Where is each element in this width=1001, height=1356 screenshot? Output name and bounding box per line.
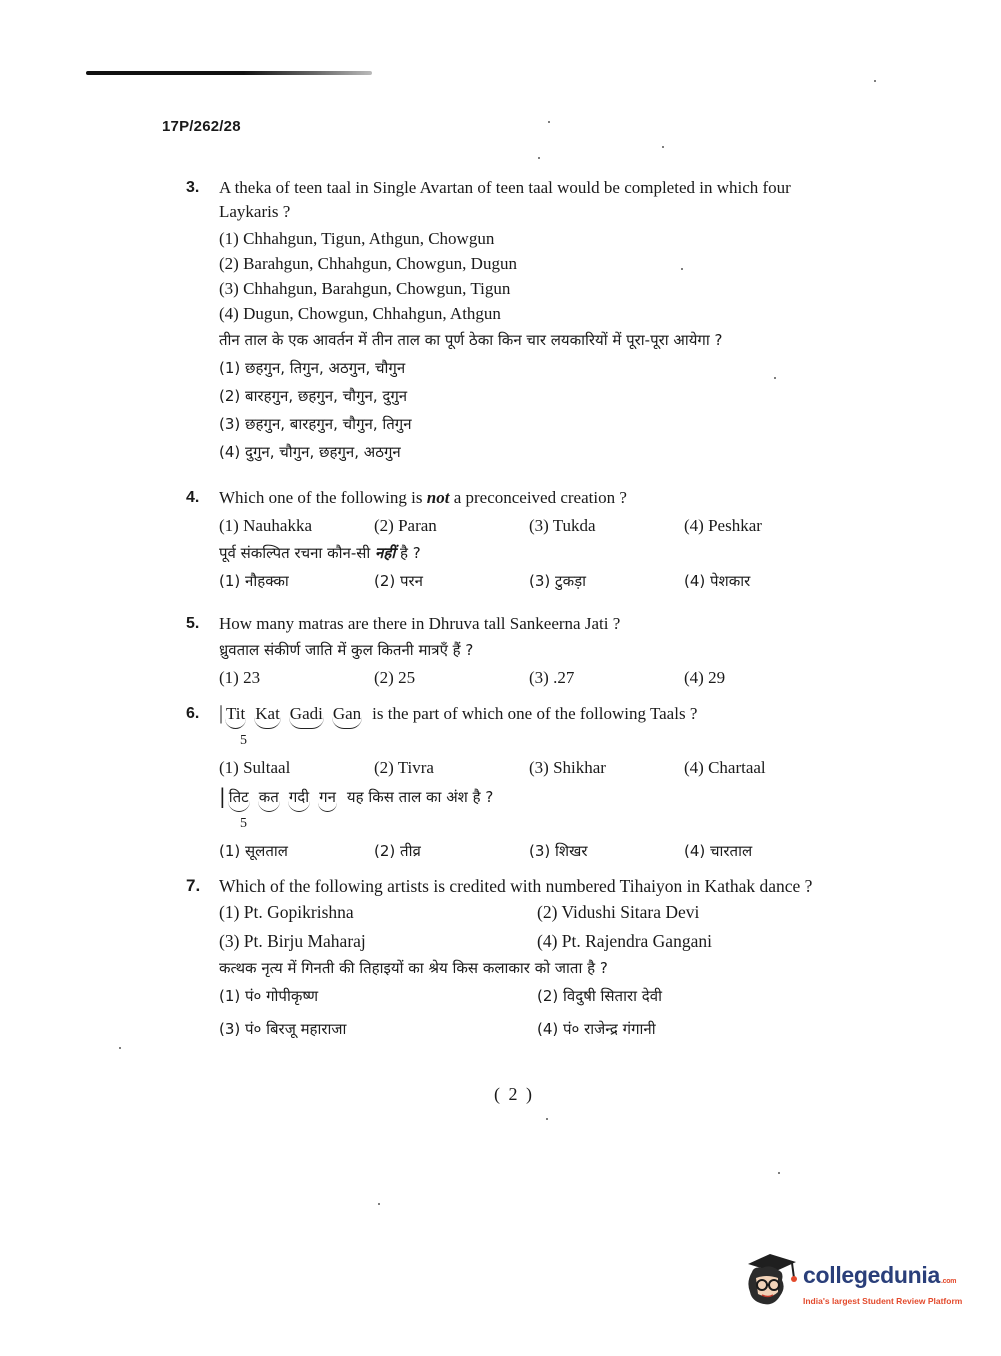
bol-syllable: Gan (332, 702, 362, 729)
option-4-hi: (4) पेशकार (684, 572, 751, 590)
option-3-en: (3) Tukda (529, 516, 596, 535)
question-stem-hi: तीन ताल के एक आवर्तन में तीन ताल का पूर्ण ठेका किन चार लयकारियों में पूरा-पूरा आयेगा ? (219, 331, 723, 349)
option-2-en: (2) Vidushi Sitara Devi (537, 902, 700, 922)
options-en (219, 755, 846, 781)
brand-tagline: India's largest Student Review Platform (803, 1296, 963, 1306)
paper-code: 17P/262/28 (162, 118, 241, 135)
option-1-en: (1) Sultaal (219, 758, 291, 777)
scan-speck (774, 377, 776, 379)
option-4-en: (4) Pt. Rajendra Gangani (537, 931, 712, 951)
scan-speck (681, 268, 683, 270)
stem-part: a preconceived creation ? (453, 488, 627, 507)
stem-emphasis: not (426, 488, 450, 507)
stem-part: पूर्व संकल्पित रचना कौन-सी (219, 544, 371, 562)
sam-bar: | (219, 702, 224, 724)
option-1-en: (1) Nauhakka (219, 516, 312, 535)
option-2-hi: (2) परन (374, 572, 423, 590)
option-3-hi: (3) छहगुन, बारहगुन, चौगुन, तिगुन (219, 415, 412, 433)
mascot-logo-icon (740, 1248, 802, 1310)
question-stem-hi (219, 541, 846, 565)
bol-syllable: Kat (254, 702, 281, 729)
option-3-hi: (3) शिखर (529, 842, 588, 860)
bol-line-hi (219, 785, 846, 815)
question-stem-hi: कत्थक नृत्य में गिनती की तिहाइयों का श्रेय किस कलाकार को जाता है ? (219, 959, 608, 977)
bol-syllable: गन (318, 785, 337, 812)
option-2-en: (2) Tivra (374, 758, 434, 777)
scan-edge-line (86, 71, 372, 75)
option-3-en: (3) Chhahgun, Barahgun, Chowgun, Tigun (219, 279, 511, 298)
option-4: (4) 29 (684, 668, 726, 687)
question-stem-en: Which of the following artists is credited with numbered Tihaiyon in Kathak dance ? (219, 876, 813, 896)
scan-speck (119, 1047, 121, 1049)
option-1-hi: (1) नौहक्का (219, 572, 289, 590)
option-3-en: (3) Pt. Birju Maharaj (219, 931, 366, 951)
option-4-hi: (4) चारताल (684, 842, 753, 860)
options-hi (219, 354, 846, 466)
bol-syllable: Gadi (289, 702, 324, 729)
scan-speck (546, 1118, 548, 1120)
option-2-hi: (2) विदुषी सितारा देवी (537, 987, 662, 1005)
options-en (219, 226, 846, 326)
option-1-hi: (1) छहगुन, तिगुन, अठगुन, चौगुन (219, 359, 406, 377)
question-stem-en: How many matras are there in Dhruva tall Sankeerna Jati ? (219, 614, 621, 633)
scan-speck (548, 121, 550, 123)
options-hi (219, 982, 846, 1044)
bol-syllable: गदी (288, 785, 310, 812)
option-1-en: (1) Pt. Gopikrishna (219, 902, 354, 922)
scan-speck (538, 157, 540, 159)
question-stem-en: is the part of which one of the following Taals ? (372, 704, 698, 723)
option-4-en: (4) Chartaal (684, 758, 766, 777)
question-stem-hi: ध्रुवताल संकीर्ण जाति में कुल कितनी मात्रएँ हैं ? (219, 641, 474, 659)
option-3-hi: (3) टुकड़ा (529, 572, 587, 590)
scan-speck (378, 1203, 380, 1205)
brand-name (803, 1262, 956, 1289)
brand-domain: .com (940, 1278, 957, 1285)
stem-part: है ? (400, 544, 421, 562)
option-2-hi: (2) बारहगुन, छहगुन, चौगुन, दुगुन (219, 387, 408, 405)
question-6 (186, 702, 846, 864)
question-number: 6. (186, 705, 200, 722)
beat-number: 5 (240, 816, 247, 831)
question-number: 7. (186, 876, 201, 895)
option-1-en: (1) Chhahgun, Tigun, Athgun, Chowgun (219, 229, 495, 248)
option-2-hi: (2) तीव्र (374, 842, 421, 860)
bol-line-en (219, 702, 846, 732)
stem-emphasis: नहीं (375, 544, 396, 562)
options-hi (219, 568, 846, 594)
option-2-en: (2) Paran (374, 516, 437, 535)
option-4-en: (4) Dugun, Chowgun, Chhahgun, Athgun (219, 304, 501, 323)
question-number: 4. (186, 489, 200, 506)
option-1-hi: (1) सूलताल (219, 842, 288, 860)
question-3 (186, 176, 846, 466)
bol-syllable: तिट (228, 785, 250, 812)
question-stem-en: A theka of teen taal in Single Avartan of teen taal would be completed in which four Laykaris ? (219, 178, 791, 221)
options-en (219, 900, 846, 954)
option-1: (1) 23 (219, 668, 261, 687)
question-stem-hi: यह किस ताल का अंश है ? (346, 788, 494, 806)
option-3: (3) .27 (529, 668, 575, 687)
option-4-en: (4) Peshkar (684, 516, 762, 535)
options-hi (219, 838, 846, 864)
beat-number: 5 (240, 733, 247, 748)
option-2: (2) 25 (374, 668, 416, 687)
scan-speck (874, 80, 876, 82)
scan-speck (662, 146, 664, 148)
option-3-en: (3) Shikhar (529, 758, 606, 777)
question-stem-en (219, 486, 846, 510)
question-number: 3. (186, 179, 200, 196)
stem-part: Which one of the following is (219, 488, 423, 507)
options (219, 665, 846, 691)
option-3-hi: (3) पं० बिरजू महाराजा (219, 1020, 347, 1038)
option-2-en: (2) Barahgun, Chhahgun, Chowgun, Dugun (219, 254, 517, 273)
options-en (219, 513, 846, 539)
option-1-hi: (1) पं० गोपीकृष्ण (219, 987, 319, 1005)
brand-word: collegedunia (803, 1262, 940, 1288)
question-4 (186, 486, 846, 594)
option-4-hi: (4) दुगुन, चौगुन, छहगुन, अठगुन (219, 443, 401, 461)
scan-speck (778, 1172, 780, 1174)
question-number: 5. (186, 615, 200, 632)
question-5 (186, 612, 846, 691)
bol-syllable: कत (258, 785, 280, 812)
option-4-hi: (4) पं० राजेन्द्र गंगानी (537, 1020, 656, 1038)
collegedunia-watermark (740, 1248, 970, 1312)
bol-syllable: Tit (225, 702, 246, 729)
page-number: ( 2 ) (494, 1084, 534, 1104)
sam-bar: | (219, 784, 226, 808)
question-7 (186, 874, 846, 1044)
